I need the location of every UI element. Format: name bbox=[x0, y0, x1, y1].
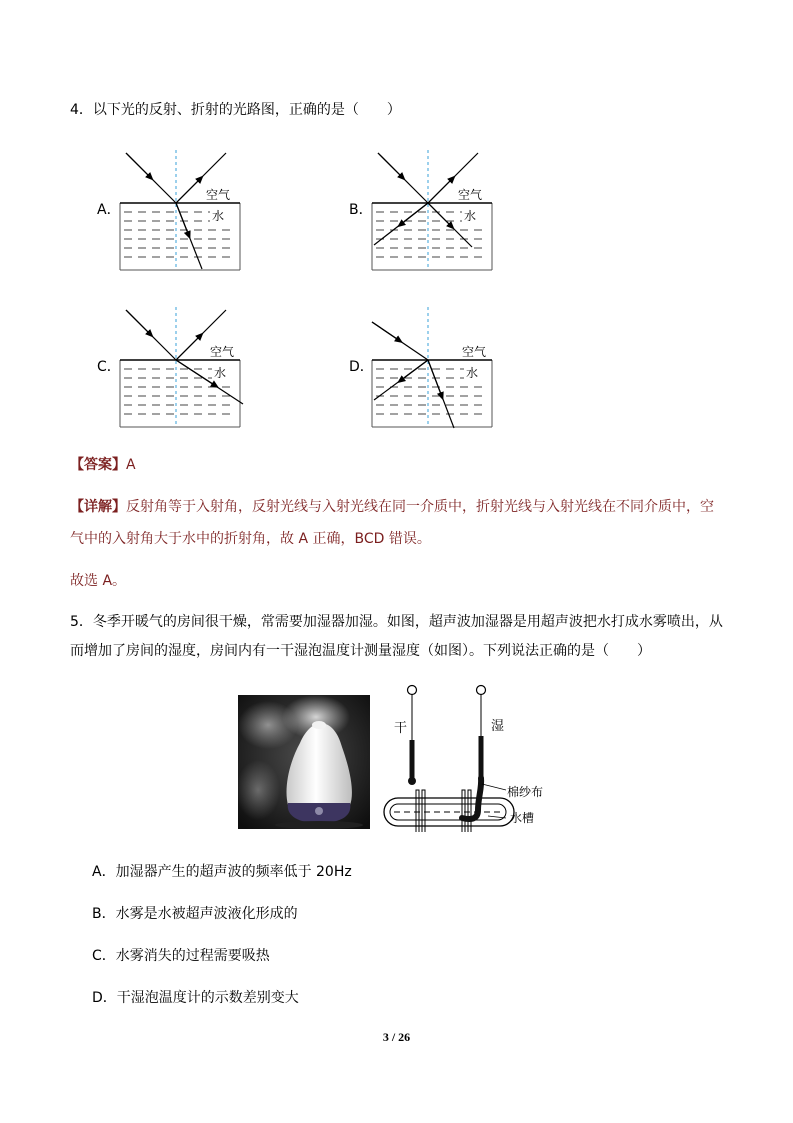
diagram-a bbox=[118, 145, 243, 275]
answer-tag: 【答案】 bbox=[70, 457, 126, 473]
detail-tag: 【详解】 bbox=[70, 499, 126, 515]
diagram-c bbox=[118, 302, 248, 432]
air-label-c: 空气 bbox=[210, 345, 235, 359]
water-label-c: 水 bbox=[214, 366, 227, 380]
page-number: 3 / 26 bbox=[382, 1030, 411, 1044]
dry-wet-thermometer-figure bbox=[370, 680, 560, 832]
q5-option-c: C．水雾消失的过程需要吸热 bbox=[92, 948, 270, 964]
detail-text-1: 反射角等于入射角，反射光线与入射光线在同一介质中，折射光线与入射光线在不同介质中，空 bbox=[126, 499, 714, 515]
question-5-stem-line-1: 5．冬季开暖气的房间很干燥，常需要加湿器加湿。如图，超声波加湿器是用超声波把水打成水雾喷出，从 bbox=[70, 614, 723, 630]
question-4-stem: 4．以下光的反射、折射的光路图，正确的是（ ） bbox=[70, 102, 401, 118]
answer-value: A bbox=[126, 457, 136, 473]
dry-label: 干 bbox=[394, 721, 408, 736]
wet-label: 湿 bbox=[491, 719, 505, 734]
water-label-d: 水 bbox=[466, 366, 479, 380]
diagram-d bbox=[370, 302, 495, 432]
conclusion: 故选 A。 bbox=[70, 573, 127, 589]
q5-option-a: A．加湿器产生的超声波的频率低于 20Hz bbox=[92, 864, 352, 880]
air-label-b: 空气 bbox=[458, 188, 483, 202]
option-b-label: B． bbox=[349, 202, 373, 218]
diagram-b bbox=[370, 145, 495, 275]
water-label-b: 水 bbox=[464, 209, 477, 223]
question-5-stem-line-2: 而增加了房间的湿度，房间内有一干湿泡温度计测量湿度（如图）。下列说法正确的是（ ） bbox=[70, 643, 651, 659]
detail-line-1 bbox=[70, 497, 714, 517]
detail-line-2: 气中的入射角大于水中的折射角，故 A 正确，BCD 错误。 bbox=[70, 531, 431, 547]
water-label-a: 水 bbox=[212, 209, 225, 223]
answer-line bbox=[70, 455, 136, 475]
q5-option-b: B．水雾是水被超声波液化形成的 bbox=[92, 906, 298, 922]
tank-label: 水槽 bbox=[510, 811, 535, 825]
air-label-d: 空气 bbox=[462, 345, 487, 359]
humidifier-photo bbox=[238, 695, 370, 829]
option-d-label: D． bbox=[349, 359, 374, 375]
q5-option-d: D．干湿泡温度计的示数差别变大 bbox=[92, 990, 299, 1006]
air-label-a: 空气 bbox=[206, 188, 231, 202]
gauze-label: 棉纱布 bbox=[507, 785, 544, 799]
option-a-label: A． bbox=[97, 202, 121, 218]
option-c-label: C． bbox=[97, 359, 121, 375]
